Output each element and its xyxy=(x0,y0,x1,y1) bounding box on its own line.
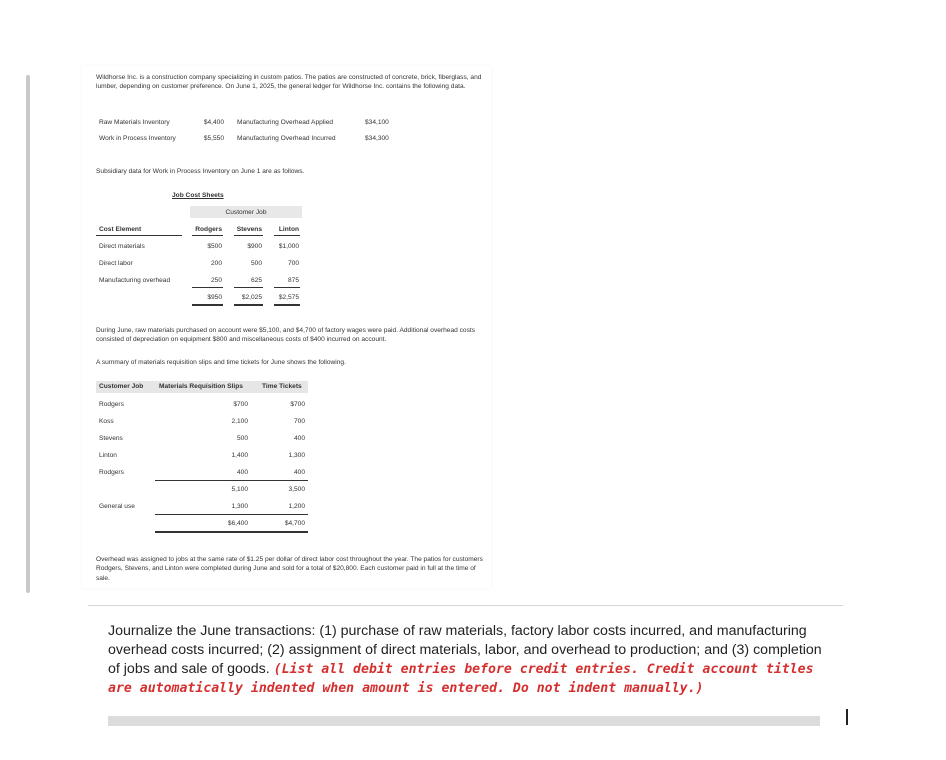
header-rule xyxy=(274,235,300,236)
row-direct-labor-stevens: 500 xyxy=(250,260,262,267)
row-direct-materials-linton: $1,000 xyxy=(278,243,299,250)
double-rule xyxy=(274,304,300,306)
summary-subtotal-time: 3,500 xyxy=(288,486,305,493)
summary-general-time: 1,200 xyxy=(288,503,305,510)
summary-row-job: Rodgers xyxy=(99,469,124,476)
row-direct-labor-rodgers: 200 xyxy=(210,260,222,267)
customer-rodgers-header: Rodgers xyxy=(195,226,222,233)
total-rule xyxy=(274,287,300,288)
total-rule xyxy=(234,287,263,288)
customer-linton-header: Linton xyxy=(278,226,299,233)
summary-header-job: Customer Job xyxy=(99,383,144,390)
question-instruction: (List all debit entries before credit entries. Credit account titles are automatically indented when amount is entered. Do not indent manually.) xyxy=(108,662,814,696)
ledger-raw-materials-label: Raw Materials Inventory xyxy=(99,119,170,126)
subtotal-rule xyxy=(155,480,308,481)
divider xyxy=(88,605,843,606)
summary-row-time: 700 xyxy=(293,418,305,425)
header-rule xyxy=(96,235,182,236)
summary-row-materials: 2,100 xyxy=(231,418,248,425)
customer-stevens-header: Stevens xyxy=(236,226,262,233)
row-overhead-linton: 875 xyxy=(287,277,299,284)
ledger-raw-materials-value: $4,400 xyxy=(203,119,224,126)
summary-row-materials: 1,400 xyxy=(231,452,248,459)
row-direct-materials-rodgers: $500 xyxy=(207,243,222,250)
total-rodgers: $950 xyxy=(207,294,222,301)
row-overhead-label: Manufacturing overhead xyxy=(99,277,171,284)
row-direct-materials-label: Direct materials xyxy=(99,243,145,250)
summary-row-time: 400 xyxy=(293,469,305,476)
double-rule xyxy=(155,531,308,533)
question-body: Journalize the June transactions: (1) purchase of raw materials, factory labor costs incurred, and manufacturing overhead costs incurred; (2) assignment of direct materials, labor, and overhead to production; and (3) completion of jobs and sale of goods. xyxy=(108,623,822,677)
summary-row-job: Koss xyxy=(99,418,114,425)
summary-row-job: Linton xyxy=(99,452,117,459)
ledger-moh-applied-value: $34,100 xyxy=(365,119,389,126)
intro-paragraph: Wildhorse Inc. is a construction company specializing in custom patios. The patios are constructed of concrete, brick, fiberglass, and lumber, depending on customer preference. On June 1, 2025, the general ledger for Wildhorse Inc. contains the following data. xyxy=(96,74,482,91)
row-overhead-stevens: 625 xyxy=(250,277,262,284)
summary-row-materials: $700 xyxy=(233,401,248,408)
ledger-moh-incurred-value: $34,300 xyxy=(365,135,389,142)
total-stevens: $2,025 xyxy=(241,294,262,301)
summary-general-use-label: General use xyxy=(99,503,135,510)
total-rule xyxy=(192,287,223,288)
summary-general-materials: 1,300 xyxy=(231,503,248,510)
summary-row-time: 1,300 xyxy=(288,452,305,459)
summary-row-materials: 500 xyxy=(236,435,248,442)
summary-row-materials: 400 xyxy=(236,469,248,476)
ledger-moh-applied-label: Manufacturing Overhead Applied xyxy=(237,119,334,126)
ledger-moh-incurred-label: Manufacturing Overhead Incurred xyxy=(237,135,336,142)
total-linton: $2,575 xyxy=(278,294,299,301)
total-rule xyxy=(155,514,308,515)
summary-total-materials: $6,400 xyxy=(227,520,248,527)
header-rule xyxy=(234,235,263,236)
june-transactions-text: During June, raw materials purchased on account were $5,100, and $4,700 of factory wages were paid. Additional overhead costs consisted of depreciation on equipment $800 and miscellaneous costs of $400 incurred on account. xyxy=(96,327,476,344)
cost-element-header: Cost Element xyxy=(99,226,142,233)
summary-row-job: Stevens xyxy=(99,435,123,442)
question-text xyxy=(108,622,828,698)
summary-row-time: $700 xyxy=(290,401,305,408)
summary-total-time: $4,700 xyxy=(284,520,305,527)
overhead-paragraph: Overhead was assigned to jobs at the same rate of $1.25 per dollar of direct labor cost throughout the year. The patios for customers Rodgers, Stevens, and Linton were completed during June and sold for a total of $20,800. Each customer paid in full at the time of sale. xyxy=(96,556,483,582)
row-overhead-rodgers: 250 xyxy=(210,277,222,284)
ledger-wip-label: Work in Process Inventory xyxy=(99,135,176,142)
text-cursor xyxy=(846,709,848,725)
summary-header-time: Time Tickets xyxy=(262,383,302,390)
row-direct-labor-label: Direct labor xyxy=(99,260,133,267)
summary-subtotal-materials: 5,100 xyxy=(231,486,248,493)
subsidiary-text: Subsidiary data for Work in Process Inventory on June 1 are as follows. xyxy=(96,168,305,175)
job-cost-title: Job Cost Sheets xyxy=(172,192,224,199)
summary-intro-text: A summary of materials requisition slips and time tickets for June shows the following. xyxy=(96,359,346,366)
row-direct-materials-stevens: $900 xyxy=(247,243,262,250)
ledger-wip-value: $5,550 xyxy=(203,135,224,142)
header-rule xyxy=(192,235,223,236)
row-direct-labor-linton: 700 xyxy=(287,260,299,267)
double-rule xyxy=(234,304,263,306)
summary-row-job: Rodgers xyxy=(99,401,124,408)
scrollbar[interactable] xyxy=(26,75,30,593)
answer-table-header-bar xyxy=(108,716,820,726)
summary-header-materials: Materials Requisition Slips xyxy=(159,383,243,390)
customer-job-header: Customer Job xyxy=(225,209,267,216)
double-rule xyxy=(192,304,223,306)
summary-row-time: 400 xyxy=(293,435,305,442)
